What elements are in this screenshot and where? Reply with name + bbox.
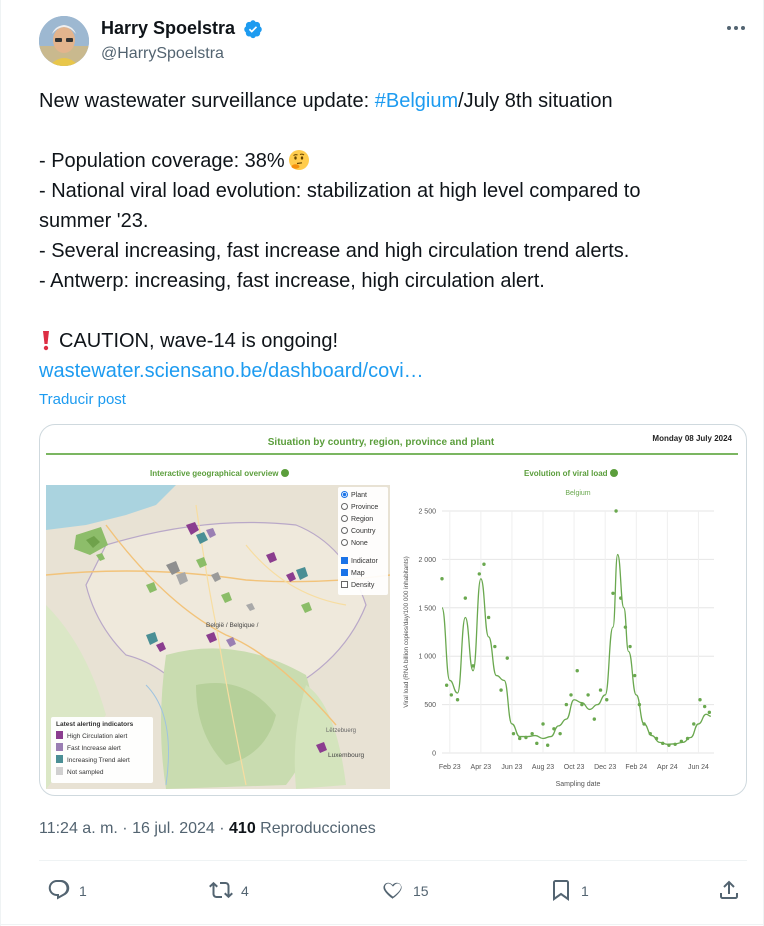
data-point — [655, 737, 658, 740]
data-point — [667, 744, 670, 747]
data-point — [611, 592, 614, 595]
external-link[interactable]: wastewater.sciensano.be/dashboard/covi… — [39, 360, 424, 382]
data-point — [642, 722, 645, 725]
map-label-luxembourg: Luxembourg — [328, 752, 365, 759]
like-icon — [381, 878, 405, 902]
post-timestamp[interactable]: 11:24 a. m. · 16 jul. 2024 · — [39, 820, 230, 837]
map-controls — [338, 487, 388, 595]
data-point — [512, 732, 515, 735]
dashboard-date: Monday 08 July 2024 — [652, 434, 732, 443]
data-point — [580, 703, 583, 706]
views-label: Reproducciones — [255, 820, 376, 837]
data-point — [593, 717, 596, 720]
chart-svg — [392, 481, 728, 793]
data-point — [524, 736, 527, 739]
translate-link[interactable]: Traducir post — [39, 391, 126, 408]
x-tick-label: Jun 24 — [687, 764, 709, 771]
post-bullet-3: - Several increasing, fast increase and high circulation trend alerts. — [39, 240, 630, 262]
data-point — [478, 572, 481, 575]
y-tick-label: 1 000 — [418, 653, 436, 661]
data-point — [482, 563, 485, 566]
x-tick-label: Jun 23 — [501, 764, 523, 771]
data-point — [619, 596, 622, 599]
info-icon — [281, 469, 289, 477]
data-point — [535, 742, 538, 745]
bookmark-count: 1 — [581, 883, 589, 899]
dashboard-divider — [46, 453, 738, 455]
legend-increasing-trend: Increasing Trend alert — [56, 755, 148, 767]
data-point — [605, 698, 608, 701]
y-axis-label: Viral load (RNA billion copies/day/100 000 inhabitants) — [403, 556, 410, 708]
y-tick-label: 1 500 — [418, 605, 436, 613]
thinking-face-emoji — [288, 149, 310, 171]
x-axis-label: Sampling date — [555, 781, 601, 788]
more-icon[interactable] — [722, 16, 750, 40]
data-point — [506, 656, 509, 659]
x-tick-label: Dec 23 — [594, 764, 617, 771]
data-point — [565, 703, 568, 706]
like-count: 15 — [413, 883, 429, 899]
chart-title: Evolution of viral load — [524, 469, 618, 478]
data-point — [708, 711, 711, 714]
post-bullet-2b: summer '23. — [39, 210, 149, 232]
checkbox-map[interactable]: Map — [341, 568, 385, 580]
author-name[interactable]: Harry Spoelstra — [101, 18, 236, 38]
radio-province[interactable]: Province — [341, 502, 385, 514]
data-point — [450, 693, 453, 696]
y-tick-label: 2 000 — [418, 556, 436, 564]
repost-button[interactable] — [209, 878, 269, 904]
post-bullet-1: - Population coverage: 38% — [39, 146, 729, 176]
radio-region[interactable]: Region — [341, 514, 385, 526]
exclamation-icon — [39, 329, 53, 351]
data-point — [546, 744, 549, 747]
y-tick-label: 2 500 — [418, 508, 436, 516]
chart-subtitle: Belgium — [565, 490, 591, 497]
data-point — [541, 722, 544, 725]
legend-high-circulation: High Circulation alert — [56, 731, 148, 743]
data-point — [569, 693, 572, 696]
data-point — [518, 737, 521, 740]
x-tick-label: Feb 23 — [438, 764, 461, 771]
data-point — [464, 596, 467, 599]
data-point — [493, 645, 496, 648]
geographical-map[interactable] — [46, 485, 390, 789]
legend-heading: Latest alerting indicators — [56, 721, 134, 728]
dashboard-title: Situation by country, region, province and plant — [267, 437, 495, 448]
post-line-1: New wastewater surveillance update: #Belgium/July 8th situation — [39, 90, 613, 112]
data-point — [456, 698, 459, 701]
checkbox-indicator[interactable]: Indicator — [341, 556, 385, 568]
post-bullet-2a: - National viral load evolution: stabilization at high level compared to — [39, 180, 641, 202]
data-point — [530, 732, 533, 735]
author-handle[interactable]: @HarrySpoelstra — [101, 45, 224, 62]
data-point — [445, 684, 448, 687]
hashtag-link[interactable]: #Belgium — [374, 90, 459, 112]
y-tick-label: 0 — [432, 750, 436, 758]
share-icon — [717, 878, 741, 902]
like-button[interactable] — [381, 878, 441, 904]
reply-icon — [47, 878, 71, 902]
x-tick-label: Feb 24 — [625, 764, 648, 771]
data-point — [698, 698, 701, 701]
data-point — [552, 727, 555, 730]
radio-plant[interactable]: Plant — [341, 490, 385, 502]
media-image[interactable] — [39, 424, 747, 796]
data-point — [440, 577, 443, 580]
verified-badge-icon — [243, 19, 263, 39]
data-point — [692, 722, 695, 725]
share-button[interactable] — [717, 878, 743, 904]
post-caution: CAUTION, wave-14 is ongoing! — [39, 326, 729, 356]
bottom-divider — [1, 924, 764, 925]
x-tick-label: Apr 24 — [657, 764, 678, 771]
y-tick-label: 500 — [424, 702, 436, 710]
data-point — [686, 737, 689, 740]
divider — [39, 860, 747, 861]
radio-country[interactable]: Country — [341, 526, 385, 538]
checkbox-density[interactable]: Density — [341, 580, 385, 592]
data-point — [558, 732, 561, 735]
map-label-belgie: België / Belgique / — [206, 622, 259, 629]
data-point — [703, 705, 706, 708]
map-legend — [51, 717, 153, 783]
bookmark-icon — [549, 878, 573, 902]
data-point — [680, 740, 683, 743]
data-point — [586, 693, 589, 696]
data-point — [628, 645, 631, 648]
repost-icon — [209, 878, 233, 902]
reply-count: 1 — [79, 883, 87, 899]
x-tick-label: Oct 23 — [563, 764, 585, 771]
repost-count: 4 — [241, 883, 249, 899]
radio-none[interactable]: None — [341, 538, 385, 550]
data-point — [673, 743, 676, 746]
viral-load-chart[interactable] — [392, 481, 728, 793]
data-point — [624, 625, 627, 628]
legend-fast-increase: Fast Increase alert — [56, 743, 148, 755]
data-point — [599, 688, 602, 691]
reply-button[interactable] — [47, 878, 107, 904]
bookmark-button[interactable] — [549, 878, 609, 904]
data-point — [471, 664, 474, 667]
post-bullet-4: - Antwerp: increasing, fast increase, high circulation alert. — [39, 270, 545, 292]
x-tick-label: Aug 23 — [531, 764, 555, 771]
x-tick-label: Apr 23 — [470, 764, 492, 771]
map-label-letzebuerg: Lëtzebuerg — [326, 728, 357, 734]
data-point — [661, 742, 664, 745]
data-point — [576, 669, 579, 672]
series-line — [442, 555, 711, 745]
data-point — [487, 616, 490, 619]
legend-not-sampled: Not sampled — [56, 767, 148, 779]
view-count: 410 — [229, 820, 256, 837]
data-point — [614, 509, 617, 512]
avatar[interactable] — [39, 16, 89, 66]
data-point — [649, 732, 652, 735]
post-text — [39, 86, 729, 386]
data-point — [633, 674, 636, 677]
post-metadata — [39, 820, 376, 838]
map-title: Interactive geographical overview — [150, 469, 289, 478]
info-icon — [610, 469, 618, 477]
data-point — [499, 688, 502, 691]
data-point — [638, 703, 641, 706]
